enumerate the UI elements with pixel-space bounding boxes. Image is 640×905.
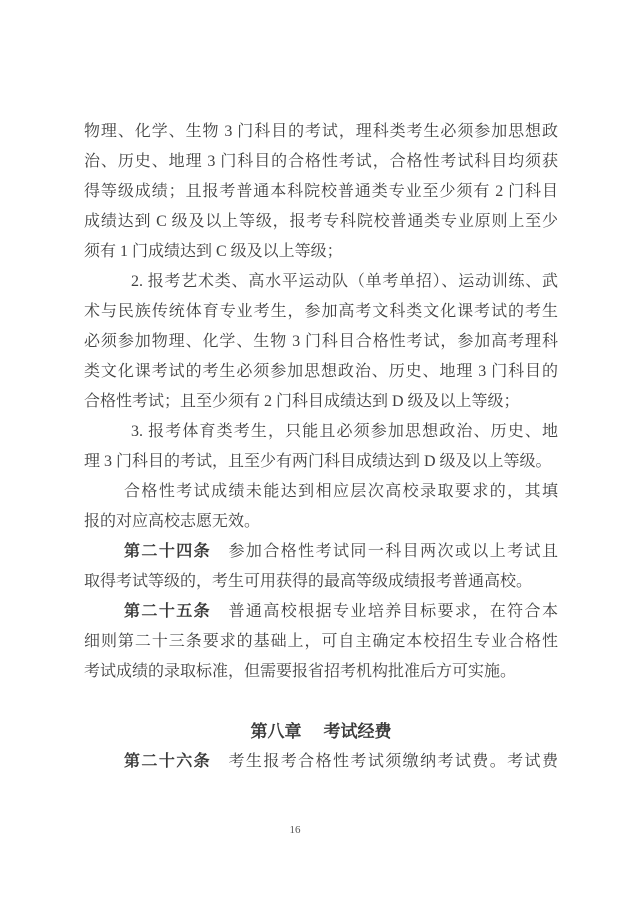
text-line: 类文化课考试的考生必须参加思想政治、历史、地理 3 门科目的 [84,363,558,380]
text-line: 术与民族传统体育专业考生，参加高考文科类文化课考试的考生 [84,303,558,320]
text-line: 得等级成绩；且报考普通本科院校普通类专业至少须有 2 门科目 [84,183,558,200]
text-line: 必须参加物理、化学、生物 3 门科目合格性考试，参加高考理科 [84,333,558,350]
text-line: 取得考试等级的，考生可用获得的最高等级成绩报考普通高校。 [84,573,533,590]
text-line-article-24 [84,537,558,567]
text-line-article-25 [84,597,558,627]
article-26-number: 第二十六条 [124,753,212,770]
text-block [84,117,558,777]
text-line: 合格性考试成绩未能达到相应层次高校录取要求的，其填 [124,483,558,500]
chapter-number: 第八章 [250,722,302,741]
chapter-title: 考试经费 [323,722,392,741]
article-25-text: 普通高校根据专业培养目标要求，在符合本 [211,603,558,620]
page-number: 16 [289,824,301,836]
article-24-text: 参加合格性考试同一科目两次或以上考试且 [211,543,558,560]
article-26-text: 考生报考合格性考试须缴纳考试费。考试费 [211,753,558,770]
text-line: 治、历史、地理 3 门科目的合格性考试，合格性考试科目均须获 [84,153,558,170]
text-line: 报的对应高校志愿无效。 [84,513,261,530]
text-line: 物理、化学、生物 3 门科目的考试，理科类考生必须参加思想政 [84,123,558,140]
text-line: 3. 报考体育类考生，只能且必须参加思想政治、历史、地 [131,423,558,440]
text-line: 细则第二十三条要求的基础上，可自主确定本校招生专业合格性 [84,633,558,650]
text-line: 考试成绩的录取标准，但需要报省招考机构批准后方可实施。 [84,663,517,680]
text-line: 合格性考试；且至少须有 2 门科目成绩达到 D 级及以上等级； [84,393,520,410]
text-line-article-26 [84,747,558,777]
article-25-number: 第二十五条 [124,603,212,620]
article-24-number: 第二十四条 [124,543,212,560]
text-line: 2. 报考艺术类、高水平运动队（单考单招）、运动训练、武 [131,273,558,290]
text-line: 成绩达到 C 级及以上等级，报考专科院校普通类专业原则上至少 [84,213,558,230]
chapter-heading [84,717,558,747]
text-line: 须有 1 门成绩达到 C 级及以上等级； [84,243,343,260]
text-line: 理 3 门科目的考试，且至少有两门科目成绩达到 D 级及以上等级。 [84,453,552,470]
